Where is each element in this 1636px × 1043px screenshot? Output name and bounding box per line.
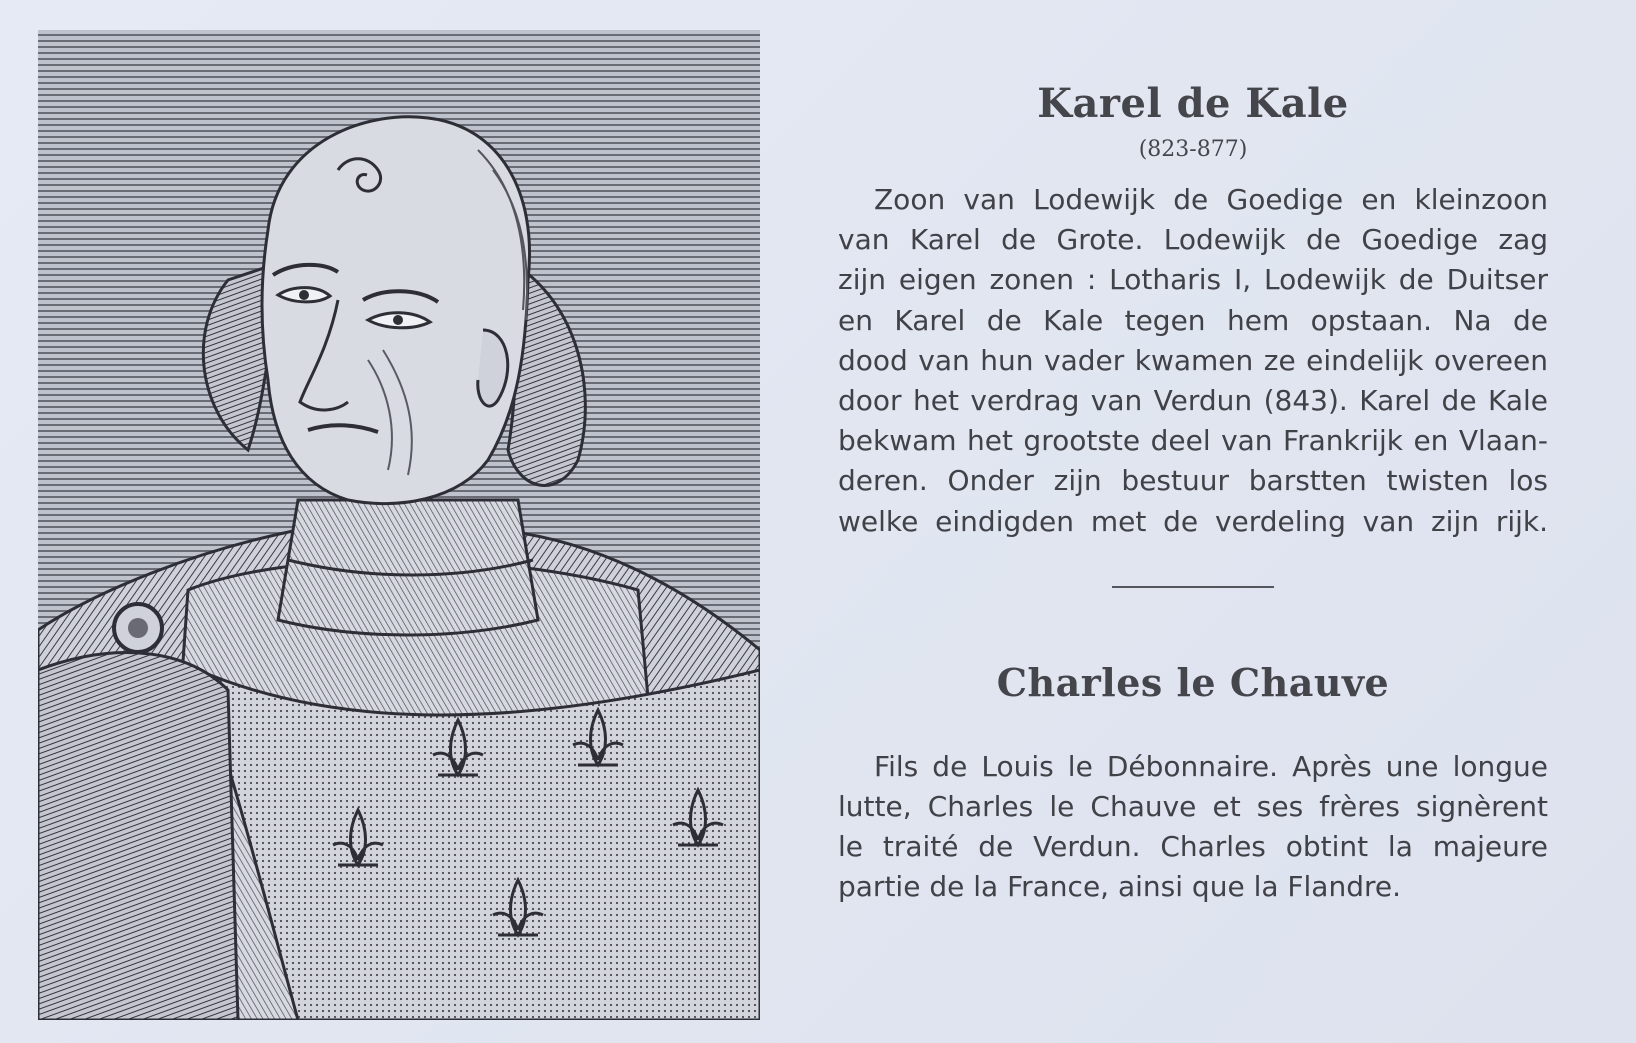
paragraph-dutch (838, 180, 1548, 542)
paragraph-line: en Karel de Kale tegen hem opstaan. Na de (838, 303, 1548, 337)
paragraph-line: dood van hun vader kwamen ze eindelijk overeen (838, 343, 1548, 377)
reign-dates: (823-877) (1138, 137, 1248, 162)
title-dutch: Karel de Kale (1037, 80, 1349, 127)
paragraph-line: door het verdrag van Verdun (843). Karel de Kale (838, 384, 1548, 418)
portrait-engraving (38, 30, 760, 1020)
paragraph-line: van Karel de Grote. Lodewijk de Goedige zag (838, 223, 1548, 257)
paragraph-line: zijn eigen zonen : Lotharis I, Lodewijk de Duitser (838, 263, 1548, 297)
paragraph-line: lutte, Charles le Chauve et ses frères signèrent (838, 790, 1548, 824)
paragraph-french (838, 747, 1548, 908)
paragraph-line: bekwam het grootste deel van Frankrijk en Vlaan- (838, 424, 1548, 458)
paragraph-line: le traité de Verdun. Charles obtint la majeure (838, 830, 1548, 864)
paragraph-line: welke eindigden met de verdeling van zijn rijk. (838, 504, 1548, 538)
paragraph-line: Zoon van Lodewijk de Goedige en kleinzoon (874, 183, 1548, 216)
section-divider (1112, 586, 1274, 588)
text-column (838, 80, 1548, 908)
portrait-illustration (38, 30, 760, 1020)
paragraph-line: partie de la France, ainsi que la Flandre. (838, 870, 1401, 904)
paragraph-line: Fils de Louis le Débonnaire. Après une longue (874, 749, 1548, 783)
paragraph-line: deren. Onder zijn bestuur barstten twisten los (838, 464, 1548, 498)
title-french: Charles le Chauve (996, 659, 1390, 705)
